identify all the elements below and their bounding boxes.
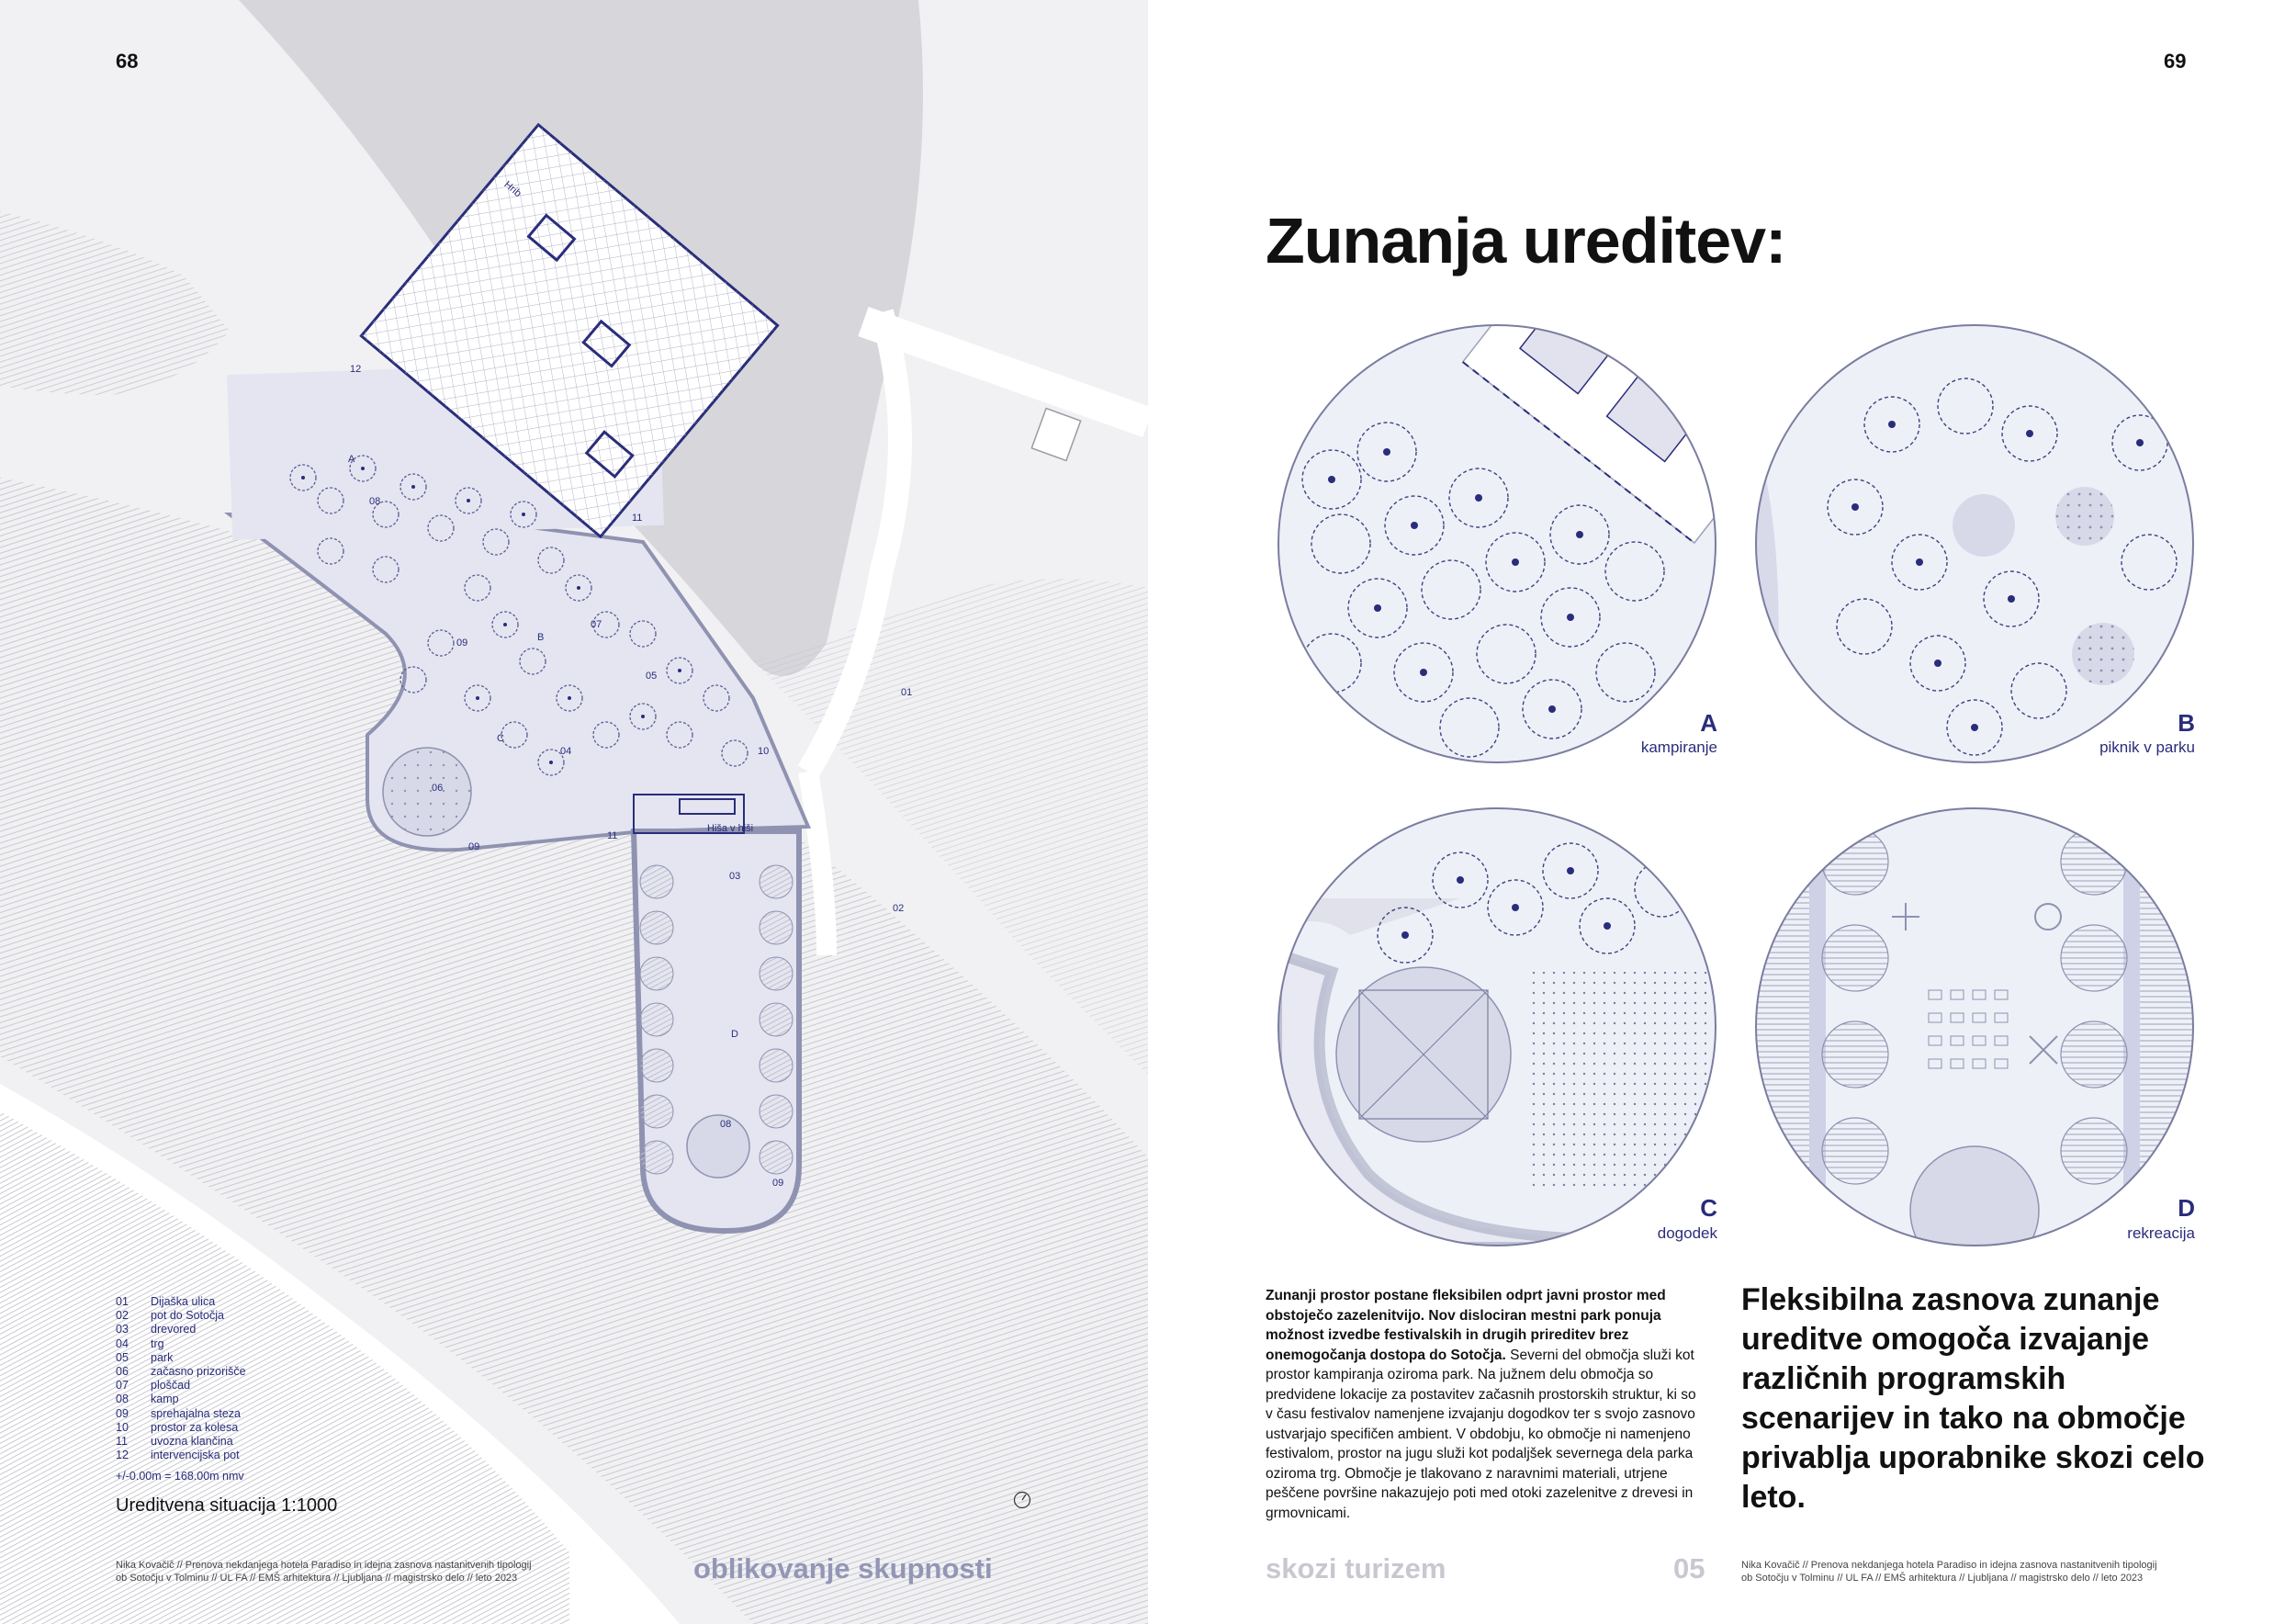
page-number-right: 69 [2164,50,2187,73]
legend-row: 09 sprehajalna steza [116,1406,241,1420]
detail-circle-a [1277,323,1717,764]
legend-row: 05 park [116,1350,174,1364]
credits-right: Nika Kovačič // Prenova nekdanjega hotela Paradiso in idejna zasnova nastanitvenih tipologij ob Sotočju v Tolminu // UL FA // EMŠ arhitektura // Ljubljana // magistrsko delo // leto 2023 [1741,1560,2157,1584]
key-statement: Fleksibilna zasnova zunanje ureditve omogoča izvajanje različnih programskih scenarijev in tako na območje privablja uporabnike skozi celo leto. [1741,1282,2205,1515]
section-title-left: oblikovanje skupnosti [693,1552,993,1585]
page-heading: Zunanja ureditev: [1266,205,1786,276]
plan-label-num: 05 [646,671,658,682]
legend-row: 03 drevored [116,1323,197,1336]
circle-letter-d: D [2178,1194,2195,1222]
circle-caption-b: piknik v parku [2099,739,2195,756]
plan-label-num: 11 [607,830,618,841]
circle-caption-a: kampiranje [1640,739,1717,756]
plan-label-zone-a: A [348,454,355,465]
elevation-note: +/-0.00m = 168.00m nmv [116,1470,244,1483]
circle-letter-c: C [1700,1194,1717,1222]
plan-label-zone-c: C [497,733,504,744]
plan-label-num: 06 [432,783,444,794]
body-paragraph-bold: Zunanji prostor postane fleksibilen odprt javni prostor med obstoječo zazelenitvijo. Nov dislociran mestni park ponuja možnost izvedbe festivalskih in drugih prireditev brez onemogočanja dostopa do Sotočja. [1266,1288,1666,1363]
section-number: 05 [1673,1552,1705,1585]
legend-row: 01 Dijaška ulica [116,1295,216,1308]
legend-row: 06 začasno prizorišče [116,1365,246,1379]
section-title-right: skozi turizem [1266,1552,1446,1585]
legend-row: 08 kamp [116,1393,179,1406]
north-arrow-icon [1013,1491,1031,1509]
plan-legend [116,1295,246,1484]
body-paragraph-regular: Severni del območja služi kot prostor kampiranja oziroma park. Na južnem delu območja so predvidene lokacije za postavitev začasnih prostorskih struktur, ki so v času festivalov namenjene izvajanju dogodkov ter s svojo zasnovo ustvarjajo specifičen ambient. V obdobju, ko območje ni namenjeno festivalom, prostor na jugu služi kot podaljšek severnega dela parka oziroma trg. Območje je tlakovano z naravnimi materiali, utrjene peščene površine nakazujejo poti med otoki zazelenitve z drevesi in grmovnicami. [1266,1347,1696,1521]
circle-letter-b: B [2178,709,2195,737]
plan-label-num: 09 [468,841,480,852]
detail-circle-c [1277,806,1717,1247]
detail-circle-d [1754,806,2195,1247]
plan-label-num: 12 [350,364,362,375]
plan-label-num: 03 [729,871,741,882]
credits-left: Nika Kovačič // Prenova nekdanjega hotela Paradiso in idejna zasnova nastanitvenih tipologij ob Sotočju v Tolminu // UL FA // EMŠ arhitektura // Ljubljana // magistrsko delo // leto 2023 [116,1560,532,1584]
plan-label-num: 02 [893,903,905,914]
legend-row: 04 trg [116,1336,164,1350]
circle-letter-a: A [1700,709,1717,737]
plan-label-hisa: Hiša v hiši [707,823,754,834]
plan-label-num: 08 [369,496,381,507]
plan-label-zone-b: B [537,632,545,643]
plan-label-num: 10 [758,746,770,757]
plan-title: Ureditvena situacija 1:1000 [116,1495,338,1516]
plan-label-num: 09 [456,637,468,648]
body-paragraph [1266,1286,1706,1523]
plan-label-hrib: Hrib [501,178,523,200]
plan-label-num: 04 [560,746,572,757]
legend-row: 10 prostor za kolesa [116,1420,239,1434]
page-number-left: 68 [116,50,139,73]
legend-row: 11 uvozna klančina [116,1435,233,1449]
legend-row: 12 intervencijska pot [116,1449,240,1462]
legend-row: 02 pot do Sotočja [116,1309,224,1323]
plan-label-num: 11 [632,513,643,524]
circle-caption-c: dogodek [1657,1224,1717,1242]
detail-circle-b [1754,323,2195,764]
plan-label-num: 07 [591,619,602,630]
plan-label-zone-d: D [731,1029,738,1040]
plan-label-num: 09 [772,1178,784,1189]
plan-label-num: 01 [901,687,913,698]
legend-row: 07 ploščad [116,1379,191,1393]
plan-label-num: 08 [720,1119,732,1130]
circle-caption-d: rekreacija [2127,1224,2195,1242]
